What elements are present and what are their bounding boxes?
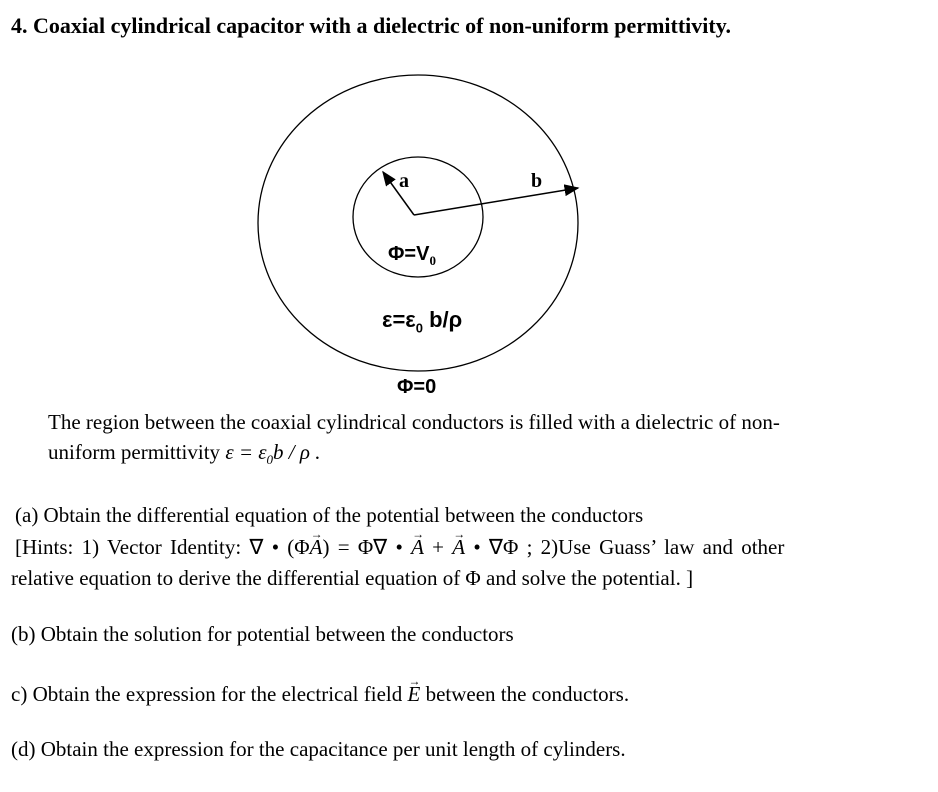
label-a: a bbox=[399, 170, 409, 192]
hint-line-1: [Hints: 1) Vector Identity: ∇ • (Φ→ A) = Φ∇ • → A + → A • ∇Φ ; 2)Use Guass’ law and other bbox=[15, 535, 877, 559]
outer-potential-label: Φ=0 bbox=[397, 376, 437, 398]
intro-line-2: uniform permittivity $\varepsilon = \varepsilon_0b / \rho$ . bbox=[48, 440, 321, 468]
problem-title: 4. Coaxial cylindrical capacitor with a dielectric of non-uniform permittivity. bbox=[11, 13, 731, 38]
question-a: (a) Obtain the differential equation of the potential between the conductors bbox=[15, 503, 644, 527]
question-b: (b) Obtain the solution for potential between the conductors bbox=[11, 622, 514, 646]
intro-line-1: The region between the coaxial cylindrical conductors is filled with a dielectric of non- bbox=[48, 410, 780, 434]
hint-line-2: relative equation to derive the differential equation of Φ and solve the potential. ] bbox=[11, 566, 694, 590]
question-d: (d) Obtain the expression for the capacitance per unit length of cylinders. bbox=[11, 737, 626, 761]
inner-potential-label: $\Phi=V_0$ bbox=[388, 243, 436, 268]
permittivity-label: $\varepsilon=\varepsilon_0$ b/ρ bbox=[382, 307, 463, 336]
label-b: b bbox=[531, 170, 543, 192]
question-c: c) Obtain the expression for the electrical field → E between the conductors. bbox=[11, 682, 629, 706]
radius-b-arrow bbox=[414, 188, 578, 215]
